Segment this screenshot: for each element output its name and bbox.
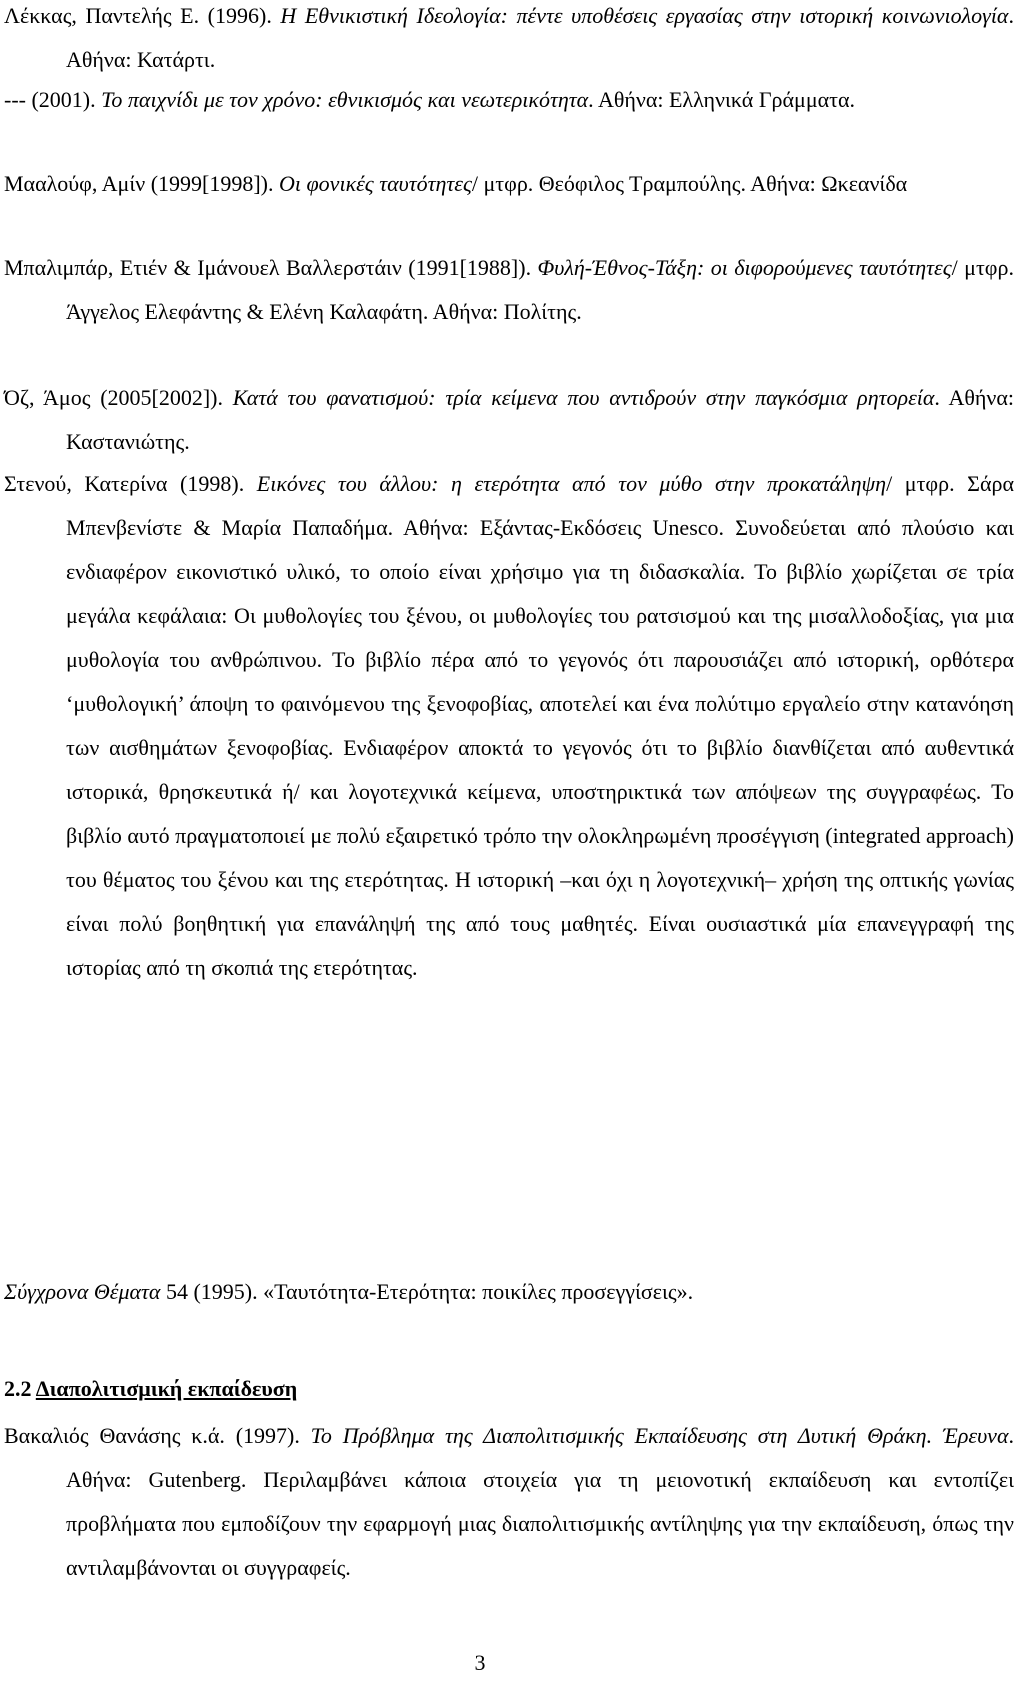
reference-entry: Λέκκας, Παντελής Ε. (1996). Η Εθνικιστική Ιδεολογία: πέντε υποθέσεις εργασίας στην ιστορική κοινωνιολογία. Αθήνα: Κατάρτι.: [4, 3, 1014, 72]
reference-entry: Μπαλιμπάρ, Ετιέν & Ιμάνουελ Βαλλερστάιν (1991[1988]). Φυλή-Έθνος-Τάξη: οι διφορούμενες ταυτότητες/ μτφρ. Άγγελος Ελεφάντης & Ελένη Καλαφάτη. Αθήνα: Πολίτης.: [4, 255, 1014, 324]
journal-reference: Σύγχρονα Θέματα 54 (1995). «Ταυτότητα-Ετερότητα: ποικίλες προσεγγίσεις».: [4, 1279, 694, 1304]
page-number: 3: [474, 1650, 486, 1675]
reference-entry: Μααλούφ, Αμίν (1999[1998]). Οι φονικές ταυτότητες/ μτφρ. Θεόφιλος Τραμπούλης. Αθήνα: Ωκεανίδα: [4, 171, 908, 196]
section-heading: 2.2 Διαπολιτισμική εκπαίδευση: [4, 1376, 298, 1401]
reference-entry: Στενού, Κατερίνα (1998). Εικόνες του άλλου: η ετερότητα από τον μύθο στην προκατάληψη/ μτφρ. Σάρα Μπενβενίστε & Μαρία Παπαδήμα. Αθήνα: Εξάντας-Εκδόσεις Unesco. Συνοδεύεται από πλούσιο και ενδιαφέρον εικονιστικό υλικό, το οποίο είναι χρήσιμο για τη διδασκαλία. Το βιβλίο χωρίζεται σε τρία μεγάλα κεφάλαια: Οι μυθολογίες του ξένου, οι μυθολογίες του ρατσισμού και της μισαλλοδοξίας, για μια μυθολογία του ανθρώπινου. Το βιβλίο πέρα από το γεγονός ότι παρουσιάζει από ιστορική, ορθότερα ‘μυθολογική’ άποψη το φαινόμενου της ξενοφοβίας, αποτελεί και ένα πολύτιμο εργαλείο στην κατανόηση των αισθημάτων ξενοφοβίας. Ενδιαφέρον αποκτά το γεγονός ότι το βιβλίο διανθίζεται από αυθεντικά ιστορικά, θρησκευτικά ή/ και λογοτεχνικά κείμενα, υποστηρικτικά των απόψεων της συγγραφέως. Το βιβλίο αυτό πραγματοποιεί με πολύ εξαιρετικό τρόπο την ολοκληρωμένη προσέγγιση (integrated approach) του θέματος του ξένου και της ετερότητας. Η ιστορική –και όχι η λογοτεχνική– χρήση της οπτικής γωνίας είναι πολύ βοηθητική για επανάληψή της από τους μαθητές. Είναι ουσιαστικά μία επανεγγραφή της ιστορίας από τη σκοπιά της ετερότητας.: [4, 471, 1014, 980]
reference-entry: Βακαλιός Θανάσης κ.ά. (1997). Το Πρόβλημα της Διαπολιτισμικής Εκπαίδευσης στη Δυτική Θράκη. Έρευνα. Αθήνα: Gutenberg. Περιλαμβάνει κάποια στοιχεία για τη μειονοτική εκπαίδευση και εντοπίζει προβλήματα που εμποδίζουν την εφαρμογή μιας διαπολιτισμικής αντίληψης για την εκπαίδευση, όπως την αντιλαμβάνονται οι συγγραφείς.: [4, 1423, 1014, 1580]
reference-entry: Όζ, Άμος (2005[2002]). Κατά του φανατισμού: τρία κείμενα που αντιδρούν στην παγκόσμια ρητορεία. Αθήνα: Καστανιώτης.: [4, 385, 1014, 454]
reference-entry: --- (2001). Το παιχνίδι με τον χρόνο: εθνικισμός και νεωτερικότητα. Αθήνα: Ελληνικά Γράμματα.: [4, 87, 856, 112]
